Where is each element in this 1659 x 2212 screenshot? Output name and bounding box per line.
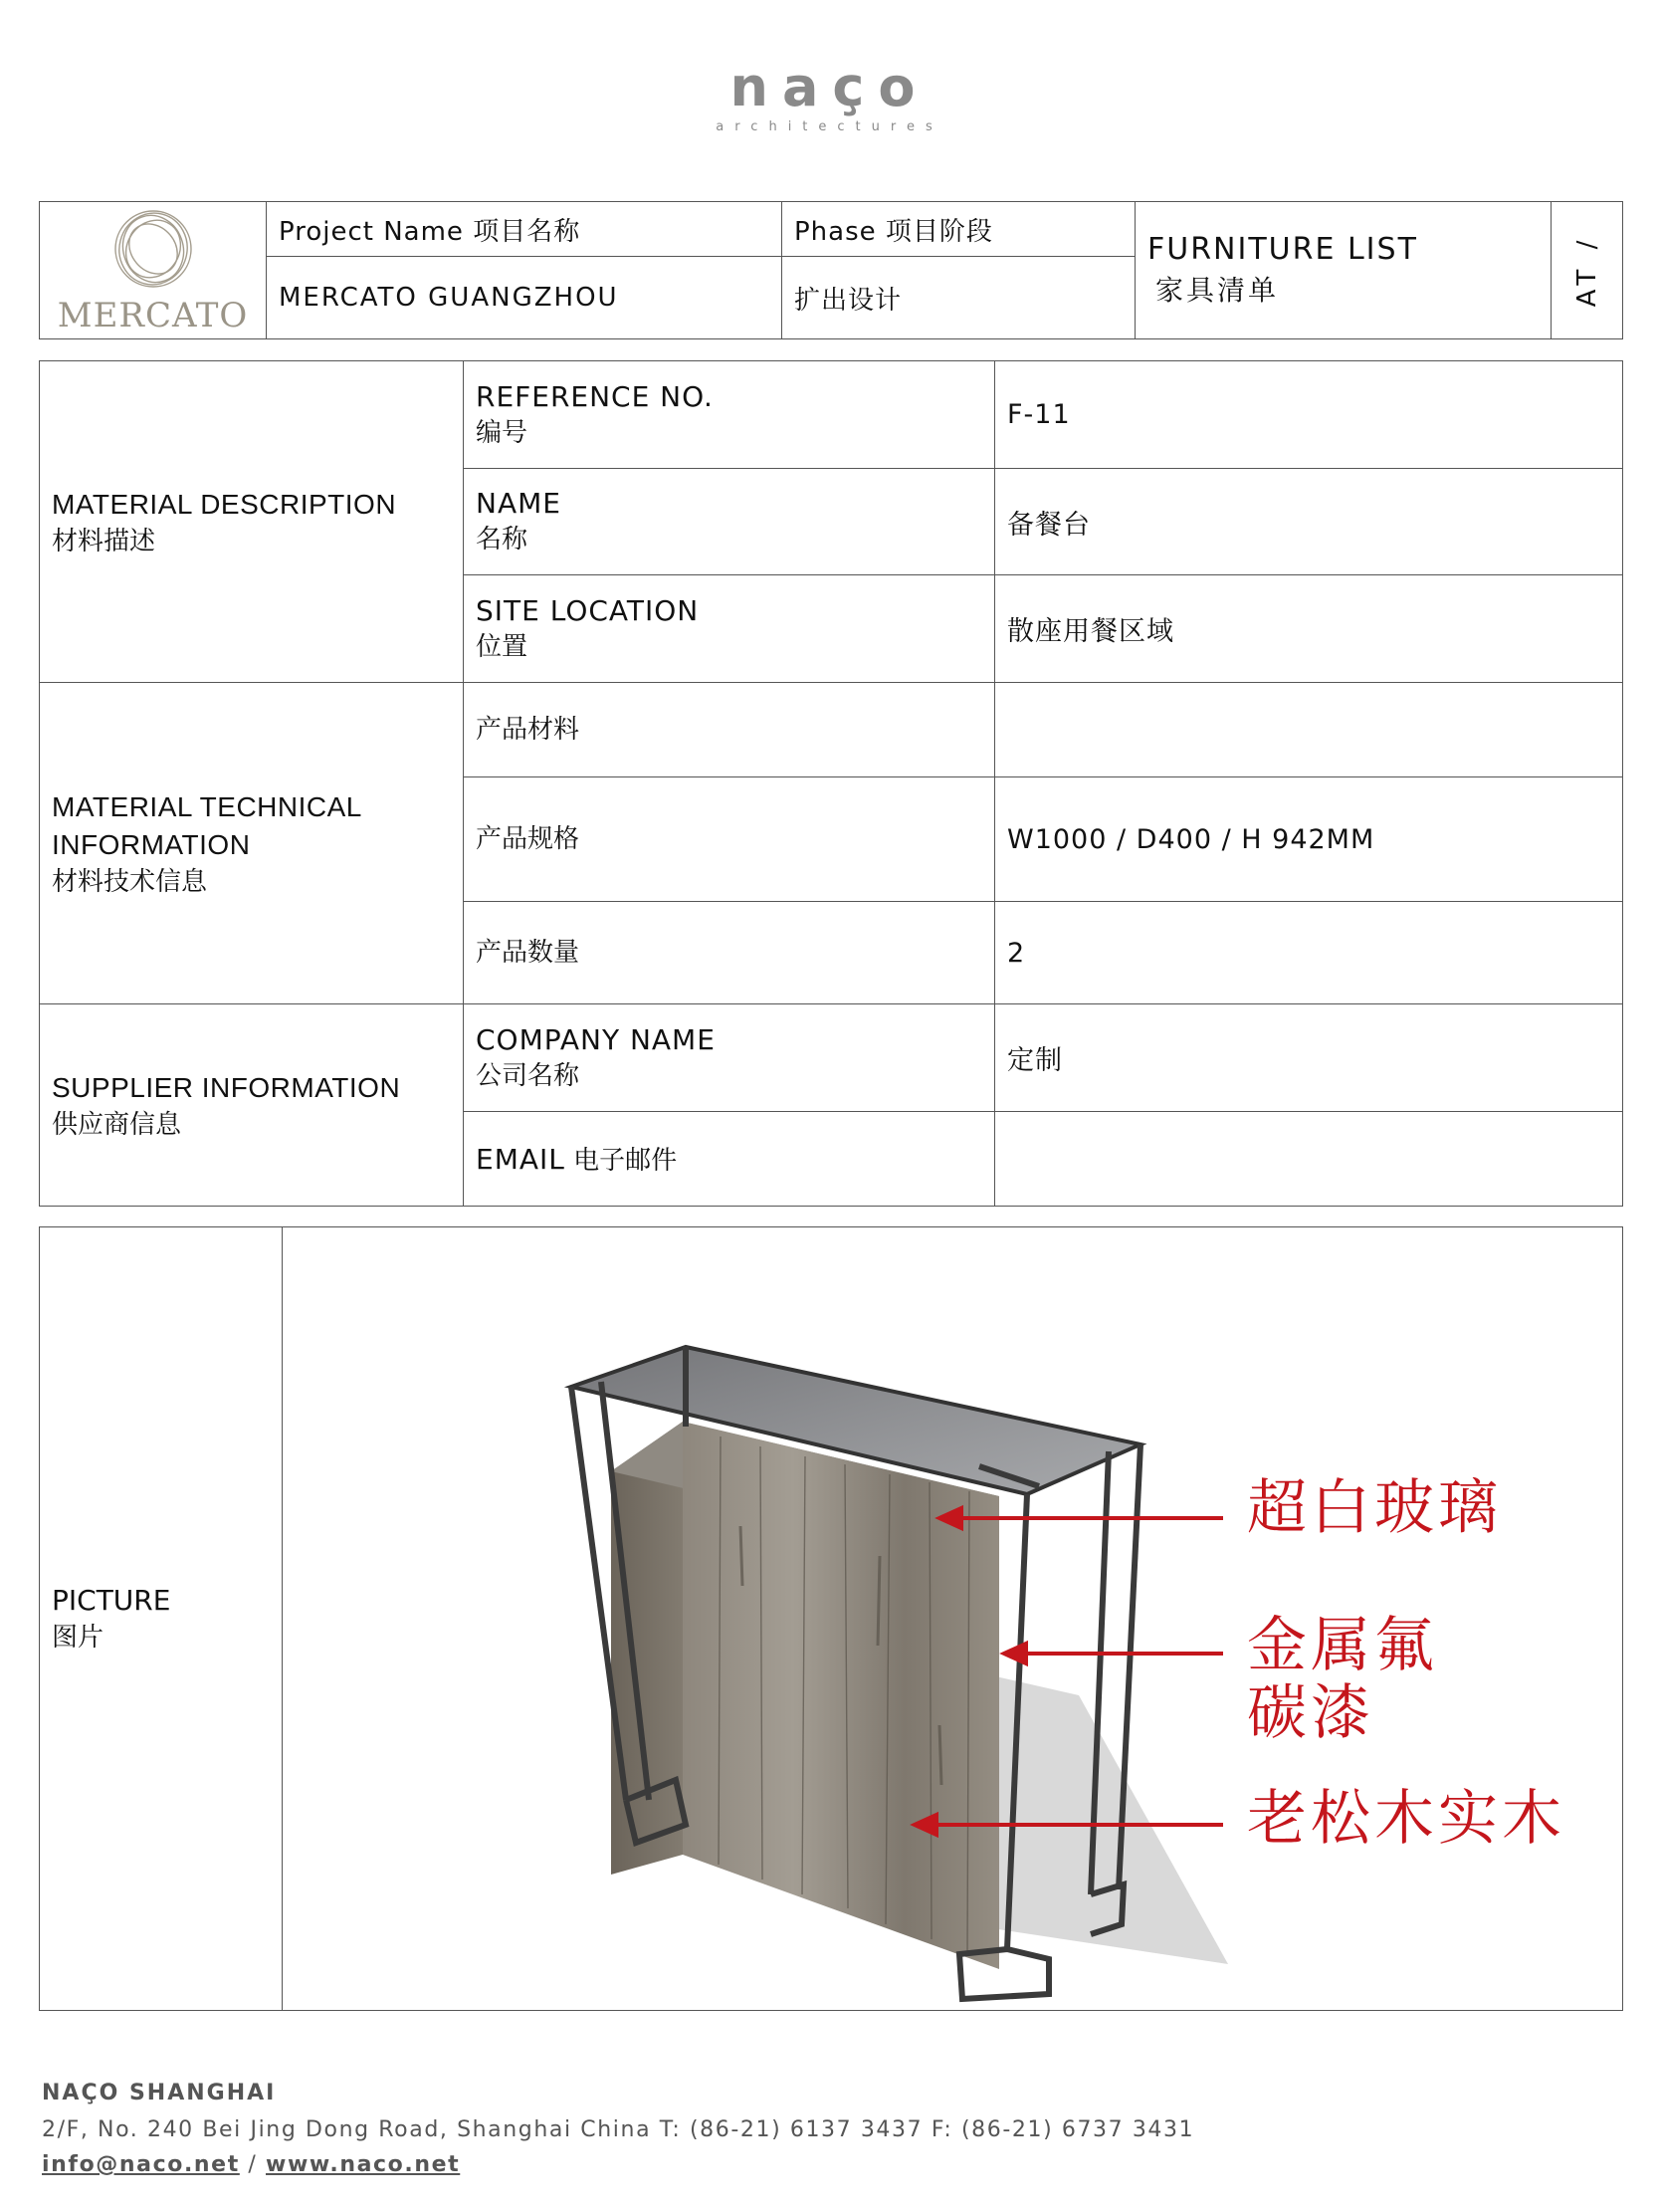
mercato-rings-icon [110,206,196,292]
vertical-code-text: AT / [1571,234,1602,307]
technical-info-title-cn: 材料技术信息 [52,866,208,896]
brand-wordmark: naço [729,56,930,118]
email-label-en: EMAIL [476,1143,565,1176]
product-spec-value: W1000 / D400 / H 942MM [995,777,1623,902]
footer-website-link[interactable]: www.naco.net [266,2152,461,2177]
footer-separator: / [248,2152,258,2177]
site-location-value: 散座用餐区域 [995,575,1623,683]
client-logo-cell [40,202,267,339]
material-description-title-cn: 材料描述 [52,526,156,555]
supplier-section [40,1004,464,1207]
callout-metal-2: 碳漆 [1247,1678,1374,1748]
site-location-label-cn: 位置 [476,631,528,662]
picture-table [39,1226,1623,2011]
header-table [39,201,1623,339]
callout-glass: 超白玻璃 [1247,1473,1502,1543]
reference-label-en: REFERENCE NO. [476,379,714,413]
picture-title-cn: 图片 [52,1623,104,1653]
company-label-cn: 公司名称 [476,1060,580,1091]
name-label-en: NAME [476,487,561,520]
technical-info-section [40,683,464,1004]
email-label-cell [464,1112,995,1207]
picture-cell [283,1227,1623,2011]
name-value: 备餐台 [995,469,1623,575]
product-quantity-value: 2 [995,902,1623,1004]
document-title-en: FURNITURE LIST [1147,232,1418,267]
picture-label-cell [40,1227,283,2011]
technical-info-title-en-2: INFORMATION [52,829,251,860]
picture-title-en: PICTURE [52,1584,171,1617]
company-label-en: COMPANY NAME [476,1022,716,1056]
brand-tagline: architectures [716,119,943,134]
mercato-logo [40,202,266,338]
reference-label-cell [464,361,995,469]
name-label-cn: 名称 [476,525,528,554]
product-spec-label: 产品规格 [464,777,995,902]
product-material-label: 产品材料 [464,683,995,777]
phase-label: Phase 项目阶段 [782,202,1136,257]
supplier-title-cn: 供应商信息 [52,1109,182,1139]
callout-metal-1: 金属氟 [1247,1611,1438,1680]
company-value: 定制 [995,1004,1623,1112]
callout-wood: 老松木实木 [1247,1784,1565,1854]
spec-table [39,360,1623,1207]
email-label-cn: 电子邮件 [573,1146,678,1176]
project-name-label: Project Name 项目名称 [267,202,782,257]
name-label-cell [464,469,995,575]
email-value [995,1112,1623,1207]
footer-email-link[interactable]: info@naco.net [42,2152,240,2177]
client-logo-text: MERCATO [57,295,249,335]
site-location-label-cell [464,575,995,683]
wood-block-side [611,1422,683,1875]
footer-company: NAÇO SHANGHAI [42,2081,277,2105]
footer [42,2081,1194,2177]
naco-logo [0,58,1659,134]
reference-value: F-11 [995,361,1623,469]
footer-address: 2/F, No. 240 Bei Jing Dong Road, Shanghai China T: (86-21) 6137 3437 F: (86-21) 6737 3431 [42,2117,1195,2142]
document-title-cell [1136,202,1552,339]
wood-block-front [683,1422,999,1969]
phase-value: 扩出设计 [782,257,1136,339]
project-name-value: MERCATO GUANGZHOU [267,257,782,339]
company-label-cell [464,1004,995,1112]
site-location-label-en: SITE LOCATION [476,593,700,627]
supplier-title-en: SUPPLIER INFORMATION [52,1072,401,1103]
material-description-section [40,361,464,683]
technical-info-title-en-1: MATERIAL TECHNICAL [52,791,362,822]
material-description-title-en: MATERIAL DESCRIPTION [52,489,397,520]
product-material-value [995,683,1623,777]
product-quantity-label: 产品数量 [464,902,995,1004]
reference-label-cn: 编号 [476,417,528,448]
metal-arrow-head [1004,1644,1026,1663]
document-title-cn: 家具清单 [1155,274,1280,307]
vertical-code-cell [1552,202,1623,339]
footer-links [42,2152,1194,2177]
